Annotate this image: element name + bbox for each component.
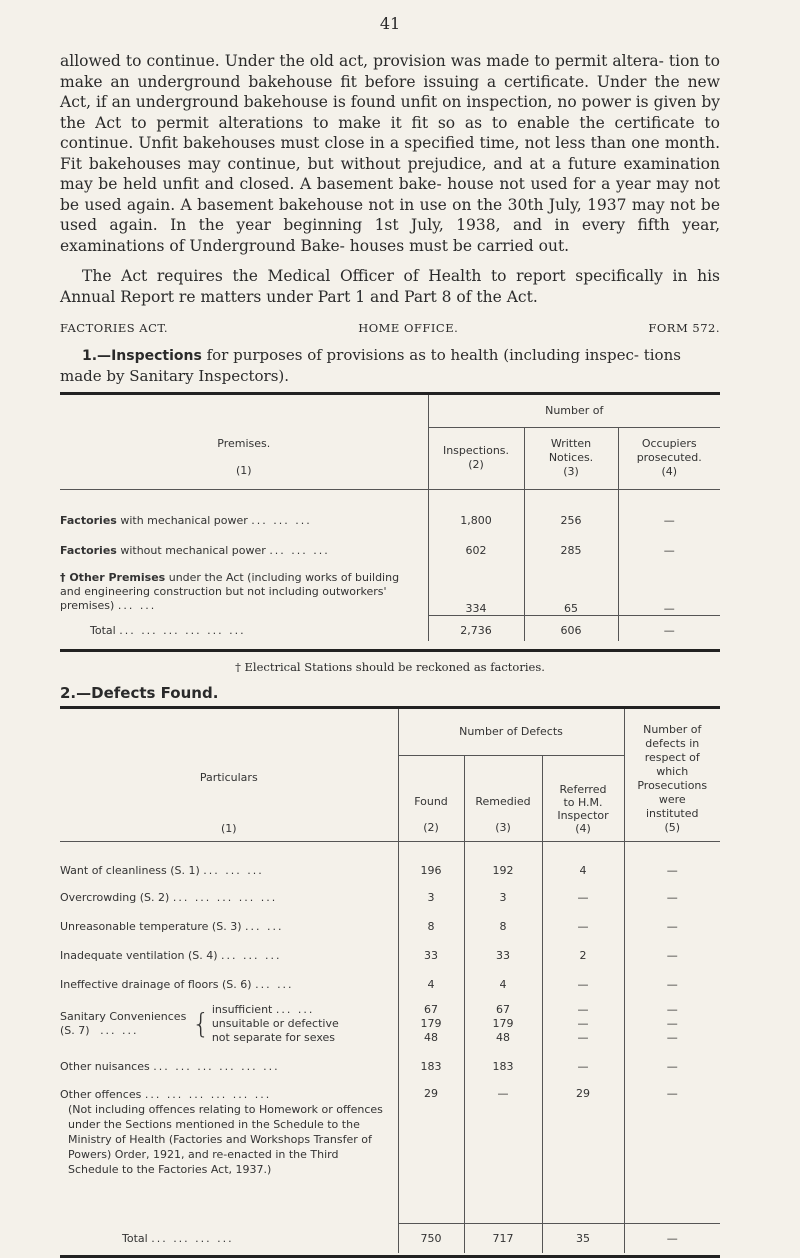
table-row: Unreasonable temperature (S. 3) ... ... 8 8 — — <box>60 912 720 941</box>
inspections-header: Inspections. <box>442 444 510 457</box>
premises-col-number: (1) <box>235 463 252 477</box>
inspections-value: 1,800 <box>428 489 524 527</box>
form-line-right: FORM 572. <box>648 321 720 335</box>
prosecutions-col-number: (5) <box>664 820 681 834</box>
row-label: Inadequate ventilation (S. 4) <box>60 949 218 962</box>
row-label-bold: Factories <box>60 514 117 527</box>
prosecutions-value: — <box>624 912 720 941</box>
remedied-value: 179 <box>492 1017 514 1030</box>
table-row: Factories without mechanical power ... ... ... 602 285 — <box>60 527 720 557</box>
particulars-col-number: (1) <box>220 821 237 835</box>
prosecuted-value: — <box>618 489 720 527</box>
total-label: Total <box>122 1231 148 1245</box>
body-paragraph-2: The Act requires the Medical Officer of Health to report specifically in his Annual Report re matters under Part 1 and Part 8 of the Act. <box>60 267 720 306</box>
total-referred: 35 <box>542 1223 624 1253</box>
found-value: 183 <box>398 1049 464 1083</box>
section2-heading: 2.—Defects Found. <box>60 684 219 702</box>
remedied-header: Remedied <box>475 794 531 808</box>
row-label-bold: † Other Premises <box>60 571 166 584</box>
total-inspections: 2,736 <box>428 615 524 641</box>
total-label: Total <box>90 624 116 637</box>
prosecuted-value: — <box>618 527 720 557</box>
row-label-bold: Factories <box>60 544 117 557</box>
inspections-value: 334 <box>428 557 524 615</box>
remedied-value: 48 <box>496 1031 510 1044</box>
prosecutions-value: — <box>666 1017 678 1030</box>
remedied-value: 8 <box>464 912 542 941</box>
table-row: Overcrowding (S. 2) ... ... ... ... ... 3 3 — — <box>60 883 720 912</box>
total-notices: 606 <box>524 615 618 641</box>
prosecutions-value: — <box>624 841 720 883</box>
found-value: 8 <box>398 912 464 941</box>
written-notices-col-number: (3) <box>563 465 579 478</box>
sanitary-item-label: unsuitable or defective <box>211 1017 339 1030</box>
occupiers-header-1: Occupiers <box>641 437 697 450</box>
referred-value: — <box>542 883 624 912</box>
referred-value: — <box>542 1049 624 1083</box>
remedied-col-number: (3) <box>495 820 511 834</box>
written-notices-header-2: Notices. <box>548 451 594 464</box>
page-number: 41 <box>379 14 401 33</box>
found-value: 48 <box>424 1031 438 1044</box>
document-page <box>60 14 720 1258</box>
row-label: Overcrowding (S. 2) <box>60 891 170 904</box>
form-line-left: FACTORIES ACT. <box>60 321 169 335</box>
defects-table: Particulars (1) Number of Defects Number of defects in respect of which Prosecutions were instituted (5) Found (2) Remedied (3) Referred to H.M. Inspector (4) Want of cleanliness (S. 1) ... ... ... 196 192 4 — Overcrowding (S. 2) ... ... ... ... ... 3 3 — — Unreasonable temperature (S. 3) ... ... 8 8 — — Inadequate ventilation (S. 4) ... ... ... 33 33 2 — Ineffective drainage of floors (S. 6) ... ... 4 4 — — Sanitary Conveniences (S. 7) ... ... { insufficient ... ... unsuitable or defective not separate for sexes 67 179 48 67 179 48 — — — — — — Other nuisances ... ... ... ... ... ... 183 183 — — Other offences ... ... ... ... ... ... (Not including offences relating to Homework or offences under the Sections mentioned in the Schedule to the Ministry of Health (Factories and Workshops Transfer of Powers) Order, 1921, and re-enacted in the Third Schedule to the Factories Act, 1937.) 29 — 29 — Total ... ... ... ... 750 717 35 — <box>60 709 720 1253</box>
remedied-value: 67 <box>496 1003 510 1016</box>
section1-bold: Inspections <box>111 348 202 364</box>
inspections-value: 602 <box>428 527 524 557</box>
found-value: 33 <box>398 941 464 970</box>
brace-icon: { <box>192 1007 210 1040</box>
total-prosecuted: — <box>618 615 720 641</box>
referred-value: — <box>542 912 624 941</box>
table-row: † Other Premises under the Act (including works of building and engineering construction but not including outworkers' premises) ... ... 334 65 — <box>60 557 720 615</box>
table-row: Other offences ... ... ... ... ... ... (Not including offences relating to Homework or offences under the Sections mentioned in the Schedule to the Ministry of Health (Factories and Workshops Transfer of Powers) Order, 1921, and re-enacted in the Third Schedule to the Factories Act, 1937.) 29 — 29 — <box>60 1083 720 1223</box>
other-offences-note: (Not including offences relating to Homework or offences under the Sections mentioned in the Schedule to the Ministry of Health (Factories and Workshops Transfer of Powers) Order, 1921, and re-enacted in the Third Schedule to the Factories Act, 1937.) <box>68 1103 383 1176</box>
section1-rest: for purposes of provisions as to health (including inspec- tions made by Sanitary Inspectors). <box>60 346 681 385</box>
notices-value: 256 <box>524 489 618 527</box>
section1-heading <box>60 345 720 386</box>
found-value: 3 <box>398 883 464 912</box>
prosecutions-value: — <box>624 941 720 970</box>
referred-header: Referred <box>559 782 607 796</box>
table-total-row: Total ... ... ... ... 750 717 35 — <box>60 1223 720 1253</box>
sanitary-label: Sanitary Conveniences <box>60 1010 187 1023</box>
section1-number: 1.— <box>82 348 112 364</box>
prosecutions-value: — <box>624 1049 720 1083</box>
referred-value: 2 <box>542 941 624 970</box>
found-value: 4 <box>398 970 464 999</box>
premises-header: Premises. <box>217 436 271 450</box>
sanitary-section: (S. 7) <box>60 1024 90 1037</box>
found-value: 67 <box>424 1003 438 1016</box>
found-value: 196 <box>398 841 464 883</box>
inspections-table <box>60 395 720 641</box>
found-col-number: (2) <box>423 820 439 834</box>
remedied-value: 4 <box>464 970 542 999</box>
footnote: † Electrical Stations should be reckoned as factories. <box>235 660 545 674</box>
form-line <box>60 321 720 335</box>
sanitary-conveniences-row: Sanitary Conveniences (S. 7) ... ... { insufficient ... ... unsuitable or defective not separate for sexes 67 179 48 67 179 48 — — — — — — <box>60 999 720 1049</box>
table-row: Factories with mechanical power ... ... ... 1,800 256 — <box>60 489 720 527</box>
total-found: 750 <box>398 1223 464 1253</box>
body-paragraph-1: allowed to continue. Under the old act, provision was made to permit altera- tion to make an underground bakehouse fit before issuing a certificate. Under the new Act, if an underground bakehouse is found unfit on inspection, no power is given by the Act to permit alterations to make it fit so as to enable the certificate to continue. Unfit bakehouses must close in a specified time, not less than one month. Fit bakehouses may continue, but without prejudice, and at a future examination may be held unfit and closed. A basement bake- house not used for a year may not be used again. A basement bakehouse not in use on the 30th July, 1937 may not be used again. In the year beginning 1st July, 1938, and in every fifth year, examinations of Underground Bake- houses must be carried out. <box>60 52 720 255</box>
remedied-value: 192 <box>464 841 542 883</box>
referred-value: — <box>577 1003 589 1016</box>
row-label: under the Act (including works of building and engineering construction but not including outworkers' premises) <box>60 571 400 612</box>
occupiers-header-2: prosecuted. <box>636 451 702 464</box>
found-header: Found <box>414 794 448 808</box>
remedied-value: 33 <box>464 941 542 970</box>
row-label: Ineffective drainage of floors (S. 6) <box>60 978 252 991</box>
row-label: without mechanical power <box>116 544 266 557</box>
remedied-value: 3 <box>464 883 542 912</box>
referred-value: 29 <box>542 1083 624 1223</box>
prosecutions-value: — <box>624 1083 720 1223</box>
referred-value: — <box>577 1031 589 1044</box>
total-prosecutions: — <box>624 1223 720 1253</box>
prosecutions-value: — <box>666 1003 678 1016</box>
number-of-header: Number of <box>428 395 720 427</box>
table-row: Inadequate ventilation (S. 4) ... ... ... 33 33 2 — <box>60 941 720 970</box>
form-line-center: HOME OFFICE. <box>358 321 459 335</box>
prosecutions-header: Number of <box>643 722 702 736</box>
table-total-row: Total ... ... ... ... ... ... 2,736 606 — <box>60 615 720 641</box>
total-remedied: 717 <box>464 1223 542 1253</box>
referred-value: 4 <box>542 841 624 883</box>
row-label: with mechanical power <box>116 514 248 527</box>
particulars-header: Particulars <box>199 770 258 784</box>
prosecutions-value: — <box>624 970 720 999</box>
prosecuted-value: — <box>618 557 720 615</box>
sanitary-item-label: insufficient <box>211 1003 273 1016</box>
table-row: Want of cleanliness (S. 1) ... ... ... 196 192 4 — <box>60 841 720 883</box>
prosecutions-value: — <box>666 1031 678 1044</box>
written-notices-header-1: Written <box>550 437 592 450</box>
remedied-value: — <box>464 1083 542 1223</box>
occupiers-col-number: (4) <box>661 465 678 478</box>
notices-value: 285 <box>524 527 618 557</box>
notices-value: 65 <box>524 557 618 615</box>
table-row: Other nuisances ... ... ... ... ... ... 183 183 — — <box>60 1049 720 1083</box>
found-value: 179 <box>420 1017 442 1030</box>
remedied-value: 183 <box>464 1049 542 1083</box>
sanitary-item-label: not separate for sexes <box>211 1031 335 1044</box>
table-row: Ineffective drainage of floors (S. 6) ... ... 4 4 — — <box>60 970 720 999</box>
number-of-defects-header: Number of Defects <box>398 709 624 755</box>
row-label: Unreasonable temperature (S. 3) <box>60 920 242 933</box>
found-value: 29 <box>398 1083 464 1223</box>
row-label: Other offences <box>60 1088 142 1101</box>
inspections-col-number: (2) <box>468 458 484 471</box>
row-label: Other nuisances <box>60 1059 150 1073</box>
referred-col-number: (4) <box>575 821 591 835</box>
referred-value: — <box>577 1017 589 1030</box>
referred-value: — <box>542 970 624 999</box>
row-label: Want of cleanliness (S. 1) <box>60 864 200 877</box>
prosecutions-value: — <box>624 883 720 912</box>
